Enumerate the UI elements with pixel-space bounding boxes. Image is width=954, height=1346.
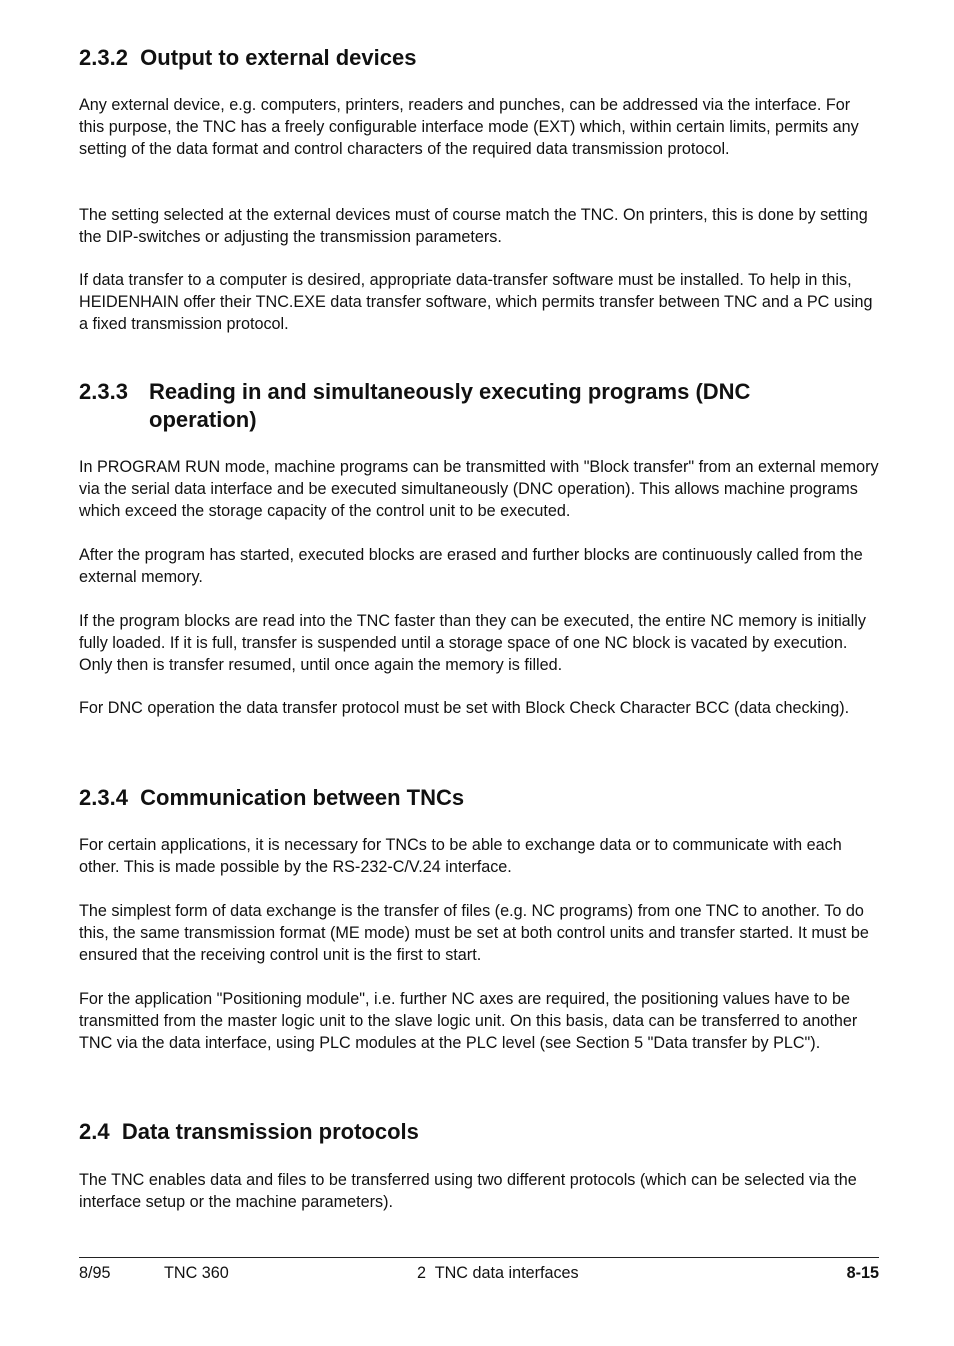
footer-rule <box>79 1257 879 1258</box>
paragraph: For DNC operation the data transfer protocol must be set with Block Check Character BCC (data checking). <box>79 699 850 717</box>
footer-product: TNC 360 <box>164 1264 229 1282</box>
footer-page-number: 8-15 <box>846 1264 879 1282</box>
paragraph: Any external device, e.g. computers, printers, readers and punches, can be addressed via the interface. For this purpose, the TNC has a freely configurable interface mode (EXT) which, within certain limits, permits any setting of the data format and control characters of the required data transmission protocol. <box>79 96 859 158</box>
paragraph: After the program has started, executed blocks are erased and further blocks are continuously called from the external memory. <box>79 546 863 586</box>
section-title: Output to external devices <box>140 45 417 70</box>
paragraph: If the program blocks are read into the TNC faster than they can be executed, the entire NC memory is initially fully loaded. If it is full, transfer is suspended until a storage space of one NC block is vacated by execution. Only then is transfer resumed, until once again the memory is filled. <box>79 612 866 674</box>
footer-date: 8/95 <box>79 1264 111 1282</box>
footer-chapter: 2 TNC data interfaces <box>417 1264 579 1282</box>
paragraph: For the application "Positioning module", i.e. further NC axes are required, the positioning values have to be transmitted from the master logic unit to the slave logic unit. On this basis, data can be transferred to another TNC via the data interface, using PLC modules at the PLC level (see Section 5 "Data transfer by PLC"). <box>79 990 858 1052</box>
paragraph: If data transfer to a computer is desired, appropriate data-transfer software must be installed. To help in this, HEIDENHAIN offer their TNC.EXE data transfer software, which permits transfer between TNC and a PC using a fixed transmission protocol. <box>79 271 873 333</box>
section-title: Communication between TNCs <box>140 785 465 810</box>
section-title: Data transmission protocols <box>121 1119 419 1144</box>
section-number: 2.3.3 <box>79 379 128 404</box>
paragraph: The simplest form of data exchange is the transfer of files (e.g. NC programs) from one TNC to another. To do this, the same transmission format (ME mode) must be set at both control units and transfer started. It must be ensured that the receiving control unit is the first to start. <box>79 902 869 964</box>
section-title: Reading in and simultaneously executing programs (DNC operation) <box>149 379 751 432</box>
section-number: 2.3.2 <box>79 45 128 70</box>
section-heading-2-3-4 <box>79 784 464 812</box>
paragraph: In PROGRAM RUN mode, machine programs can be transmitted with "Block transfer" from an external memory via the serial data interface and be executed simultaneously (DNC operation). This allows machine programs which exceed the storage capacity of the control unit to be executed. <box>79 458 879 520</box>
paragraph: The setting selected at the external devices must of course match the TNC. On printers, this is done by setting the DIP-switches or adjusting the transmission parameters. <box>79 206 868 246</box>
section-heading-2-4 <box>79 1118 419 1146</box>
section-heading-2-3-3 <box>79 378 839 434</box>
section-number: 2.3.4 <box>79 785 128 810</box>
paragraph: For certain applications, it is necessary for TNCs to be able to exchange data or to communicate with each other. This is made possible by the RS-232-C/V.24 interface. <box>79 836 842 876</box>
paragraph: The TNC enables data and files to be transferred using two different protocols (which can be selected via the interface setup or the machine parameters). <box>79 1171 857 1211</box>
section-heading-2-3-2 <box>79 44 416 72</box>
section-number: 2.4 <box>79 1119 110 1144</box>
